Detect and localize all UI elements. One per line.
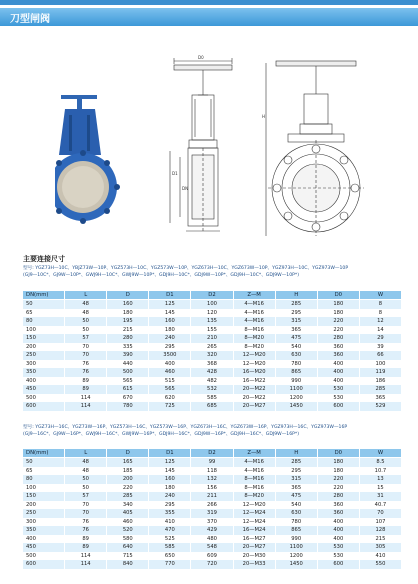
table-cell: 4—M16: [233, 309, 275, 318]
table-cell: 525: [149, 535, 191, 544]
column-header: D: [107, 449, 149, 458]
table-cell: 220: [317, 475, 359, 484]
table-cell: 48: [65, 467, 107, 476]
table-cell: 365: [359, 394, 401, 403]
table-cell: 50: [23, 300, 65, 309]
table-cell: 16—M20: [233, 368, 275, 377]
d0-label: D0: [198, 55, 204, 60]
table-cell: 50: [65, 317, 107, 326]
table-cell: 335: [107, 343, 149, 352]
table-cell: 8: [359, 300, 401, 309]
table-row: [23, 377, 402, 386]
table-cell: 215: [359, 535, 401, 544]
column-header: L: [65, 449, 107, 458]
table-cell: 1200: [275, 394, 317, 403]
column-header: DN(mm): [23, 291, 65, 300]
table-cell: 99: [191, 458, 233, 467]
table-cell: 370: [191, 518, 233, 527]
table-cell: 360: [317, 501, 359, 510]
table-cell: 280: [317, 334, 359, 343]
table-cell: 50: [65, 475, 107, 484]
table-cell: 840: [107, 560, 149, 569]
table-cell: 100: [23, 326, 65, 335]
table-cell: 215: [107, 326, 149, 335]
table-cell: 360: [317, 351, 359, 360]
table2-model-line-1: 型号: YGZ73H—16C、YGZ73W—16P、YGZ573H—16C、YGZ573W—16P、YGZ673H—16C、YGZ673W—16P、YGZ973H—16C、YGZ973W—16P: [23, 425, 348, 430]
title-bar: [0, 8, 418, 26]
column-header: Z—M: [233, 291, 275, 300]
table-cell: 530: [317, 552, 359, 561]
table-cell: 600: [317, 402, 359, 411]
table-cell: 600: [317, 560, 359, 569]
table-cell: 185: [107, 467, 149, 476]
table-row: [23, 385, 402, 394]
table-cell: 565: [149, 385, 191, 394]
table-cell: 156: [191, 484, 233, 493]
table-cell: 266: [191, 501, 233, 510]
table-cell: 529: [359, 402, 401, 411]
column-header: D1: [149, 449, 191, 458]
valve-photo: [55, 95, 145, 225]
table-cell: 250: [23, 509, 65, 518]
table-cell: 57: [65, 492, 107, 501]
table1-model-line-2: (GJ9—10C*、GJ9W—10P*、GWJ9H—10C*、GWJ9W—10P*、GDJ9H—10C*、GDJ9W—10P*、GDJ9H—10C*、GDJ9W—10P*): [23, 273, 300, 278]
table-cell: 990: [275, 535, 317, 544]
table-cell: 12—M20: [233, 501, 275, 510]
table-cell: 8: [359, 309, 401, 318]
table-cell: 429: [191, 526, 233, 535]
table-cell: 450: [23, 385, 65, 394]
table-cell: 532: [191, 385, 233, 394]
column-header: DN(mm): [23, 449, 65, 458]
table-cell: 70: [65, 343, 107, 352]
table-cell: 440: [107, 360, 149, 369]
table-cell: 80: [23, 317, 65, 326]
dimension-table-10: [22, 290, 402, 411]
table-cell: 14: [359, 326, 401, 335]
h-label: H: [262, 114, 266, 119]
table-cell: 50: [23, 458, 65, 467]
table-cell: 220: [317, 317, 359, 326]
table-cell: 145: [149, 467, 191, 476]
page-title: 刀型闸阀: [10, 14, 50, 25]
table-cell: 12—M20: [233, 360, 275, 369]
table-cell: 132: [191, 475, 233, 484]
table-cell: 580: [107, 535, 149, 544]
table-cell: 265: [191, 343, 233, 352]
table-cell: 15: [359, 484, 401, 493]
table-cell: 240: [149, 492, 191, 501]
table-cell: 865: [275, 368, 317, 377]
table-cell: 89: [65, 377, 107, 386]
table-cell: 300: [23, 360, 65, 369]
table-cell: 615: [107, 385, 149, 394]
table-cell: 114: [65, 552, 107, 561]
table-cell: 585: [149, 543, 191, 552]
table-cell: 16—M24: [233, 526, 275, 535]
table-cell: 80: [23, 475, 65, 484]
table-cell: 114: [65, 394, 107, 403]
table-cell: 48: [65, 458, 107, 467]
table-cell: 100: [23, 484, 65, 493]
table-cell: 865: [275, 526, 317, 535]
table-cell: 405: [107, 509, 149, 518]
table-cell: 725: [149, 402, 191, 411]
table-cell: 200: [23, 343, 65, 352]
table-cell: 475: [275, 334, 317, 343]
table-cell: 400: [317, 518, 359, 527]
table-cell: 100: [359, 360, 401, 369]
table-cell: 1100: [275, 543, 317, 552]
table-cell: 150: [23, 492, 65, 501]
table-cell: 48: [65, 309, 107, 318]
table-cell: 16—M27: [233, 535, 275, 544]
table-header-row: [23, 291, 402, 300]
table-cell: 410: [359, 552, 401, 561]
table-cell: 280: [317, 492, 359, 501]
table-cell: 320: [191, 351, 233, 360]
table-cell: 50: [65, 484, 107, 493]
table-cell: 305: [359, 543, 401, 552]
table-cell: 475: [275, 492, 317, 501]
column-header: D2: [191, 449, 233, 458]
table-cell: 70: [65, 351, 107, 360]
table-cell: 480: [191, 535, 233, 544]
table-row: [23, 360, 402, 369]
table-cell: 210: [191, 334, 233, 343]
table-cell: 39: [359, 343, 401, 352]
table-cell: 350: [23, 526, 65, 535]
table-cell: 500: [23, 394, 65, 403]
table-cell: 470: [149, 526, 191, 535]
side-section-drawing: [162, 55, 247, 240]
table-row: [23, 560, 402, 569]
table-cell: 565: [107, 377, 149, 386]
table-cell: 128: [359, 526, 401, 535]
table-cell: 200: [107, 475, 149, 484]
table-cell: 76: [65, 368, 107, 377]
table-cell: 4—M16: [233, 300, 275, 309]
table-cell: 285: [107, 492, 149, 501]
table-cell: 350: [23, 368, 65, 377]
table-row: [23, 526, 402, 535]
table-cell: 609: [191, 552, 233, 561]
table-cell: 530: [317, 385, 359, 394]
table-cell: 20—M22: [233, 385, 275, 394]
table-cell: 530: [317, 394, 359, 403]
column-header: Z—M: [233, 449, 275, 458]
table-cell: 66: [359, 351, 401, 360]
table-cell: 57: [65, 334, 107, 343]
table-cell: 400: [317, 368, 359, 377]
table-cell: 482: [191, 377, 233, 386]
table-cell: 295: [149, 501, 191, 510]
table-cell: 89: [65, 543, 107, 552]
table-cell: 630: [275, 509, 317, 518]
table-cell: 640: [107, 543, 149, 552]
table-cell: 390: [107, 351, 149, 360]
table-cell: 20—M22: [233, 394, 275, 403]
column-header: H: [275, 449, 317, 458]
table-row: [23, 484, 402, 493]
column-header: W: [359, 291, 401, 300]
table-cell: 70: [359, 509, 401, 518]
table-cell: 340: [107, 501, 149, 510]
table-cell: 8—M16: [233, 475, 275, 484]
table-header-row: [23, 449, 402, 458]
table-cell: 8—M16: [233, 484, 275, 493]
front-flange-drawing: [262, 48, 372, 240]
table-cell: 715: [107, 552, 149, 561]
table-row: [23, 518, 402, 527]
table-cell: 13: [359, 475, 401, 484]
table-cell: 400: [23, 535, 65, 544]
table-cell: 48: [65, 300, 107, 309]
table-cell: 65: [23, 467, 65, 476]
table-cell: 76: [65, 526, 107, 535]
table-cell: 118: [191, 467, 233, 476]
table-cell: 400: [23, 377, 65, 386]
table-cell: 119: [359, 368, 401, 377]
table-cell: 4—M16: [233, 317, 275, 326]
dn-label: DN: [182, 186, 189, 191]
table-cell: 400: [317, 377, 359, 386]
table-row: [23, 552, 402, 561]
table-cell: 180: [317, 467, 359, 476]
table-cell: 8.5: [359, 458, 401, 467]
table-cell: 550: [359, 560, 401, 569]
table-cell: 240: [149, 334, 191, 343]
table-cell: 285: [359, 385, 401, 394]
table-cell: 770: [149, 560, 191, 569]
table-row: [23, 300, 402, 309]
table-cell: 50: [65, 326, 107, 335]
table-cell: 400: [317, 535, 359, 544]
table-cell: 540: [275, 343, 317, 352]
table-cell: 135: [191, 317, 233, 326]
table-cell: 89: [65, 535, 107, 544]
table-cell: 500: [23, 552, 65, 561]
dimension-table-16: [22, 448, 402, 569]
column-header: W: [359, 449, 401, 458]
table-cell: 1450: [275, 402, 317, 411]
table-row: [23, 309, 402, 318]
table-cell: 250: [23, 351, 65, 360]
table-cell: 107: [359, 518, 401, 527]
table-cell: 410: [149, 518, 191, 527]
table-row: [23, 475, 402, 484]
table-cell: 76: [65, 360, 107, 369]
table-cell: 8—M16: [233, 326, 275, 335]
table-cell: 65: [23, 309, 65, 318]
table-cell: 460: [107, 518, 149, 527]
table-row: [23, 334, 402, 343]
table-row: [23, 402, 402, 411]
table-row: [23, 492, 402, 501]
table-cell: 360: [317, 509, 359, 518]
table-row: [23, 351, 402, 360]
table-cell: 460: [149, 368, 191, 377]
table-cell: 125: [149, 300, 191, 309]
table-cell: 400: [317, 360, 359, 369]
table-cell: 8—M20: [233, 343, 275, 352]
table-cell: 585: [191, 394, 233, 403]
table-cell: 1100: [275, 385, 317, 394]
table-row: [23, 394, 402, 403]
table-cell: 8—M20: [233, 334, 275, 343]
table-cell: 620: [149, 394, 191, 403]
table-cell: 280: [107, 334, 149, 343]
table-cell: 180: [317, 458, 359, 467]
table-cell: 20—M27: [233, 543, 275, 552]
table-cell: 100: [191, 300, 233, 309]
column-header: D1: [149, 291, 191, 300]
table-cell: 600: [23, 402, 65, 411]
table-cell: 4—M16: [233, 467, 275, 476]
table-cell: 315: [275, 475, 317, 484]
table-cell: 365: [275, 484, 317, 493]
table-cell: 220: [107, 484, 149, 493]
table-cell: 600: [23, 560, 65, 569]
table-cell: 365: [275, 326, 317, 335]
table-cell: 195: [107, 317, 149, 326]
column-header: D0: [317, 291, 359, 300]
table-cell: 20—M27: [233, 402, 275, 411]
table-cell: 300: [23, 518, 65, 527]
table-row: [23, 343, 402, 352]
top-color-band: [0, 0, 418, 5]
table-cell: 160: [149, 317, 191, 326]
table-cell: 685: [191, 402, 233, 411]
table-cell: 160: [149, 475, 191, 484]
table-cell: 12—M20: [233, 351, 275, 360]
column-header: H: [275, 291, 317, 300]
table-cell: 360: [317, 343, 359, 352]
table-cell: 180: [149, 326, 191, 335]
table-cell: 165: [107, 458, 149, 467]
table-cell: 220: [317, 484, 359, 493]
table-cell: 10.7: [359, 467, 401, 476]
table-cell: 285: [275, 300, 317, 309]
table-cell: 295: [275, 467, 317, 476]
table-cell: 31: [359, 492, 401, 501]
table-cell: 285: [275, 458, 317, 467]
table-cell: 400: [149, 360, 191, 369]
table-cell: 315: [275, 317, 317, 326]
table-cell: 650: [149, 552, 191, 561]
table-cell: 180: [317, 300, 359, 309]
table-cell: 520: [107, 526, 149, 535]
table-cell: 20—M30: [233, 552, 275, 561]
table-row: [23, 543, 402, 552]
table-cell: 70: [65, 501, 107, 510]
table-cell: 1200: [275, 552, 317, 561]
table-cell: 89: [65, 385, 107, 394]
table-cell: 530: [317, 543, 359, 552]
table-cell: 180: [149, 484, 191, 493]
table-cell: 125: [149, 458, 191, 467]
section-title: 主要连接尺寸: [23, 255, 65, 263]
table-cell: 12: [359, 317, 401, 326]
table-cell: 29: [359, 334, 401, 343]
table-cell: 295: [149, 343, 191, 352]
table-cell: 319: [191, 509, 233, 518]
table-cell: 76: [65, 518, 107, 527]
table-cell: 145: [149, 309, 191, 318]
table-cell: 114: [65, 560, 107, 569]
table-cell: 40.7: [359, 501, 401, 510]
table-cell: 186: [359, 377, 401, 386]
table-row: [23, 368, 402, 377]
table-cell: 155: [191, 326, 233, 335]
table-cell: 780: [275, 518, 317, 527]
table-cell: 3500: [149, 351, 191, 360]
table-cell: 400: [317, 526, 359, 535]
table-cell: 20—M33: [233, 560, 275, 569]
column-header: L: [65, 291, 107, 300]
table-cell: 180: [317, 309, 359, 318]
column-header: D2: [191, 291, 233, 300]
table1-model-line-1: 型号: YGZ73H—10C、YBJZ73W—10P、YGZ573H—10C、YGZ573W—10P、YGZ673H—10C、YGZ673W—10P、YGZ973H—10C、YGZ973W—10P: [23, 266, 349, 271]
table-cell: 1450: [275, 560, 317, 569]
table-cell: 780: [275, 360, 317, 369]
table-row: [23, 458, 402, 467]
table-cell: 540: [275, 501, 317, 510]
table-cell: 4—M16: [233, 458, 275, 467]
table-cell: 8—M20: [233, 492, 275, 501]
table-cell: 368: [191, 360, 233, 369]
table-cell: 780: [107, 402, 149, 411]
table-cell: 450: [23, 543, 65, 552]
table-row: [23, 317, 402, 326]
table-cell: 16—M22: [233, 377, 275, 386]
table-cell: 114: [65, 402, 107, 411]
table2-model-line-2: (GJ9—16C*、GJ9W—16P*、GWJ9H—16C*、GWJ9W—16P*、GDJ9H—16C*、GDJ9W—16P*、GDJ9H—16C*、GDJ9W—16P*): [23, 432, 300, 437]
table-cell: 12—M24: [233, 509, 275, 518]
table-row: [23, 467, 402, 476]
table-row: [23, 535, 402, 544]
table-cell: 500: [107, 368, 149, 377]
table-cell: 160: [107, 300, 149, 309]
table-cell: 12—M24: [233, 518, 275, 527]
table-cell: 295: [275, 309, 317, 318]
table-cell: 120: [191, 309, 233, 318]
table-cell: 670: [107, 394, 149, 403]
table-cell: 990: [275, 377, 317, 386]
table-cell: 515: [149, 377, 191, 386]
table-cell: 630: [275, 351, 317, 360]
table-row: [23, 326, 402, 335]
table-cell: 211: [191, 492, 233, 501]
column-header: D0: [317, 449, 359, 458]
table-cell: 720: [191, 560, 233, 569]
d1-label: D1: [172, 171, 178, 176]
table-cell: 180: [107, 309, 149, 318]
table-cell: 548: [191, 543, 233, 552]
table-row: [23, 509, 402, 518]
table-cell: 355: [149, 509, 191, 518]
table-cell: 150: [23, 334, 65, 343]
table-cell: 70: [65, 509, 107, 518]
table-row: [23, 501, 402, 510]
column-header: D: [107, 291, 149, 300]
table-cell: 428: [191, 368, 233, 377]
table-cell: 200: [23, 501, 65, 510]
table-cell: 220: [317, 326, 359, 335]
